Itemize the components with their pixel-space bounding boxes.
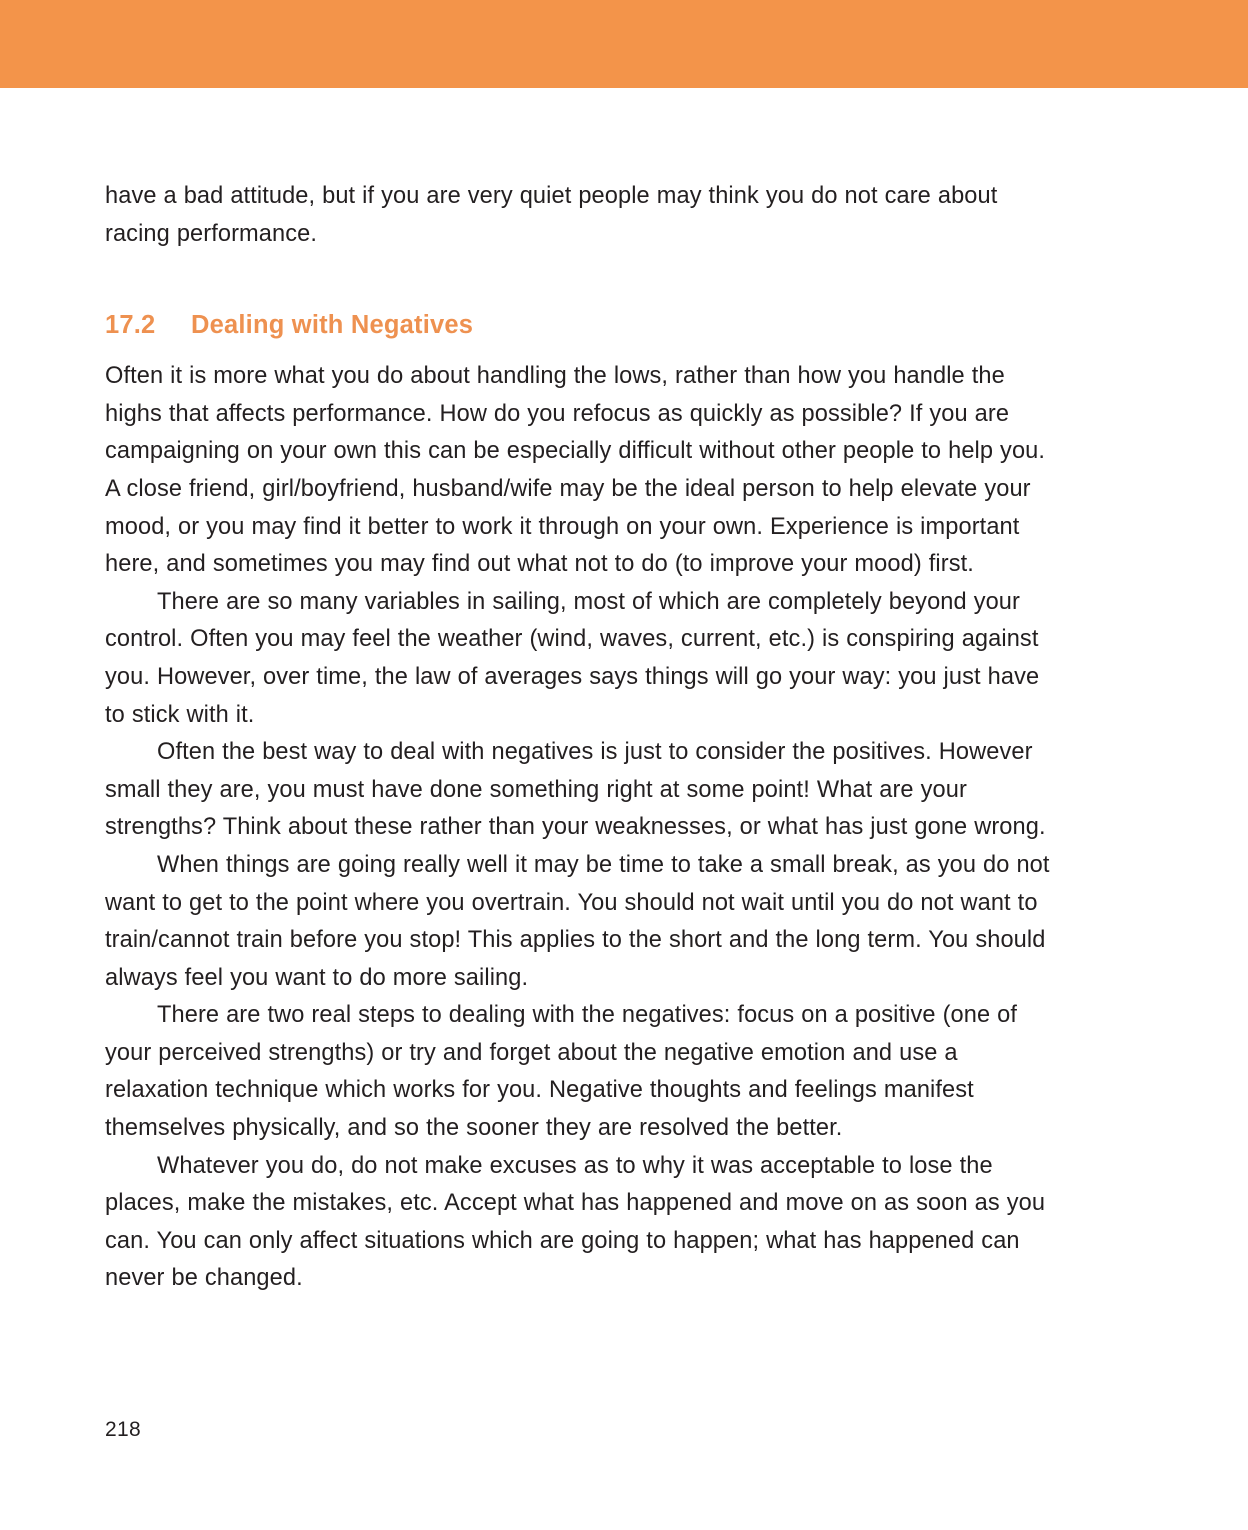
section-number: 17.2 (105, 311, 156, 340)
page-number: 218 (105, 1418, 141, 1441)
body-paragraph-5: There are two real steps to dealing with the negatives: focus on a positive (one of your perceived strengths) or try and forget about the negative emotion and use a relaxation technique which works for you. Negative thoughts and feelings manifest themselves physically, and so the sooner they are resolved the better. (105, 1002, 1018, 1142)
section-heading (105, 311, 1061, 340)
body-paragraph-6: Whatever you do, do not make excuses as to why it was acceptable to lose the places, make the mistakes, etc. Accept what has happened and move on as soon as you can. You can only affect situations which are going to happen; what has happened can never be changed. (105, 1152, 1046, 1292)
body-paragraph-4: When things are going really well it may be time to take a small break, as you do not want to get to the point where you overtrain. You should not wait until you do not want to train/cannot train before you stop! This applies to the short and the long term. You should always feel you want to do more sailing. (105, 851, 1050, 991)
page-body (0, 88, 1248, 1530)
text-column (105, 178, 1061, 1298)
body-paragraph-2: There are so many variables in sailing, most of which are completely beyond your control. Often you may feel the weather (wind, waves, current, etc.) is conspiring against you. However, over time, the law of averages says things will go your way: you just have to stick with it. (105, 588, 1040, 728)
body-paragraph-1: Often it is more what you do about handling the lows, rather than how you handle the highs that affects performance. How do you refocus as quickly as possible? If you are campaigning on your own this can be especially difficult without other people to help you. A close friend, girl/boyfriend, husband/wife may be the ideal person to help elevate your mood, or you may find it better to work it through on your own. Experience is important here, and sometimes you may find out what not to do (to improve your mood) first. (105, 363, 1046, 578)
page-header-band (0, 0, 1248, 88)
intro-paragraph: have a bad attitude, but if you are very quiet people may think you do not care about racing performance. (105, 183, 998, 247)
section-title: Dealing with Negatives (191, 311, 474, 340)
body-paragraph-3: Often the best way to deal with negatives is just to consider the positives. However small they are, you must have done something right at some point! What are your strengths? Think about these rather than your weaknesses, or what has just gone wrong. (105, 739, 1046, 841)
